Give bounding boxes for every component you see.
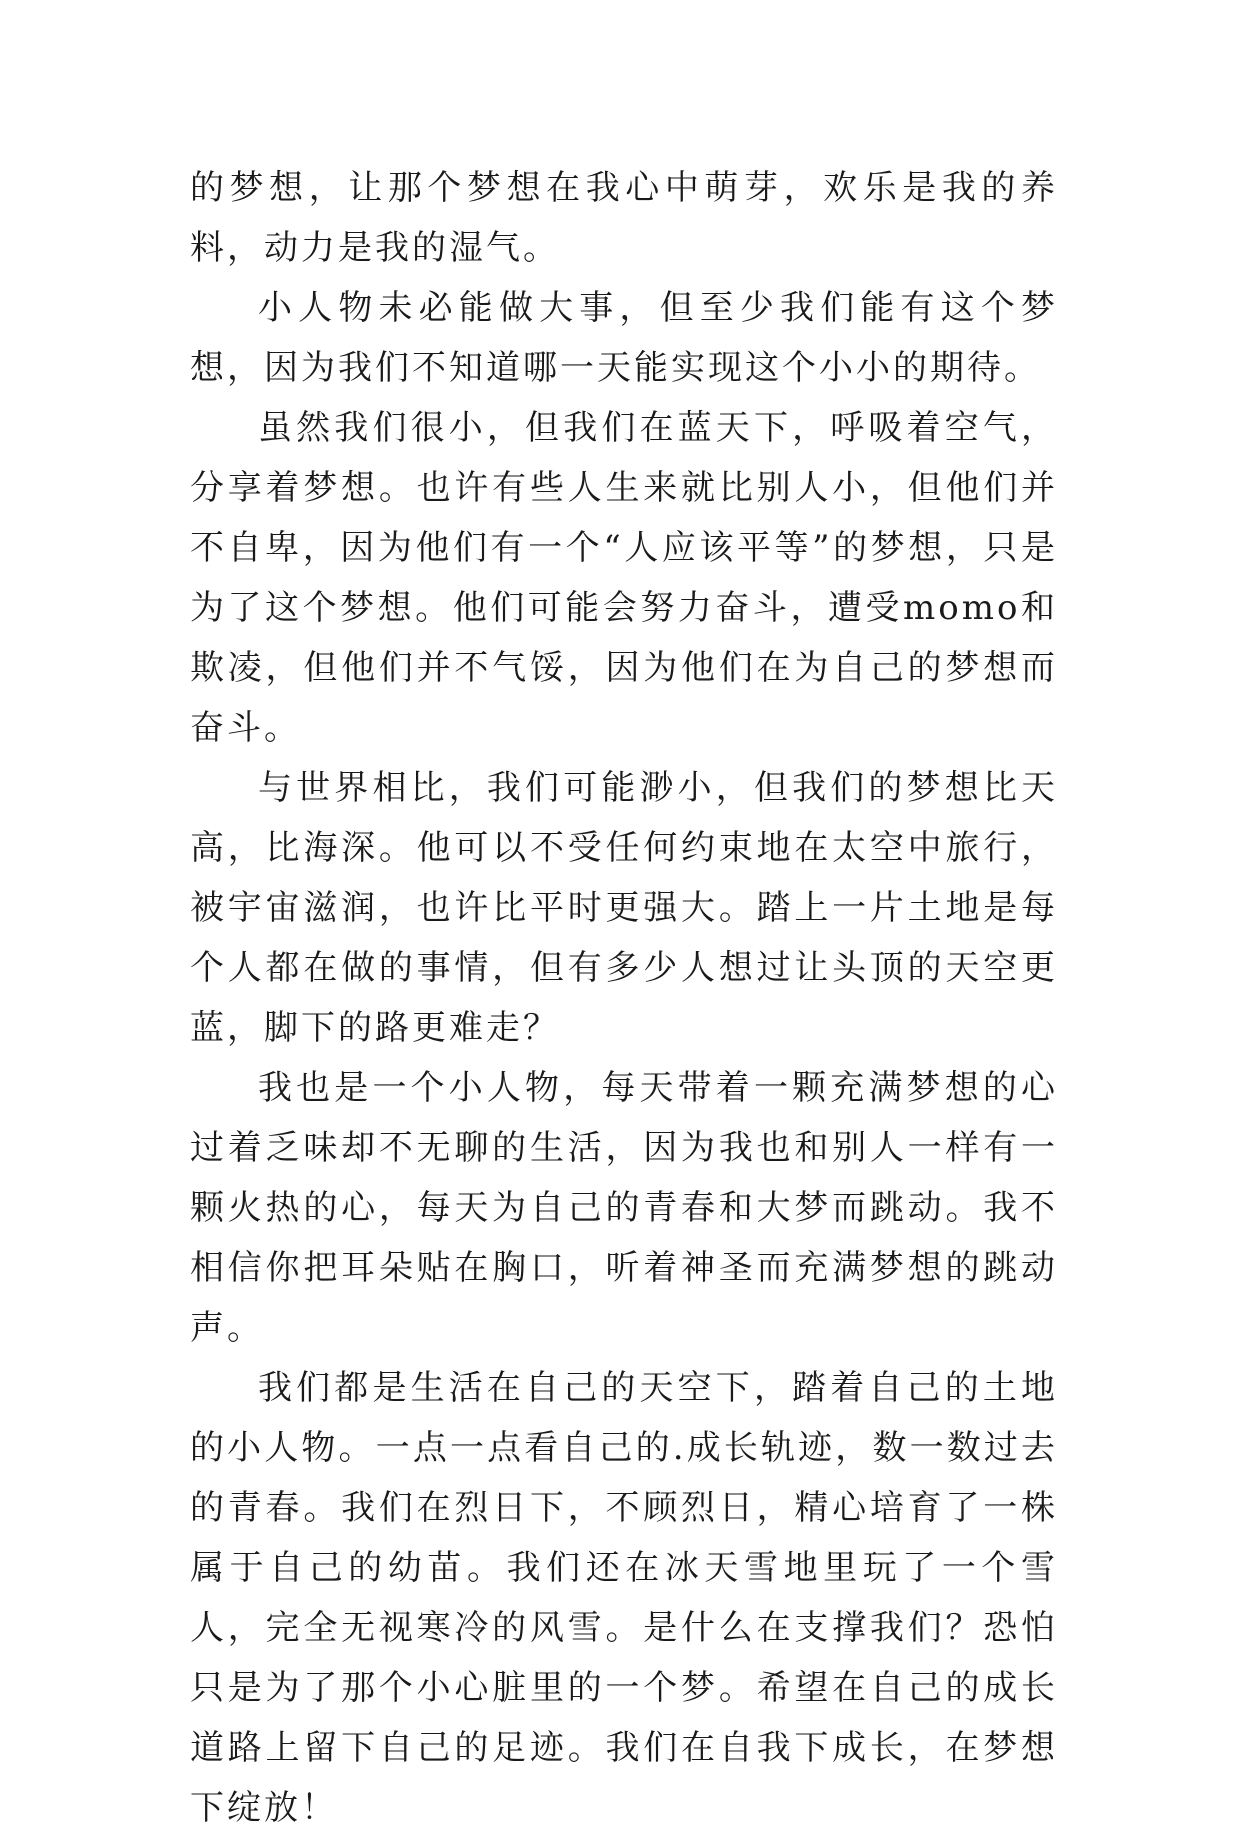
document-body [190,158,1058,1838]
paragraph-5: 我也是一个小人物，每天带着一颗充满梦想的心过着乏味却不无聊的生活，因为我也和别人一样有一颗火热的心，每天为自己的青春和大梦而跳动。我不相信你把耳朵贴在胸口，听着神圣而充满梦想的跳动声。 [190,1068,1058,1348]
paragraph-2: 小人物未必能做大事，但至少我们能有这个梦想，因为我们不知道哪一天能实现这个小小的期待。 [190,288,1058,388]
paragraph-3: 虽然我们很小，但我们在蓝天下，呼吸着空气，分享着梦想。也许有些人生来就比别人小，但他们并不自卑，因为他们有一个“人应该平等”的梦想，只是为了这个梦想。他们可能会努力奋斗，遭受momo和欺凌，但他们并不气馁，因为他们在为自己的梦想而奋斗。 [190,408,1058,748]
paragraph-4: 与世界相比，我们可能渺小，但我们的梦想比天高，比海深。他可以不受任何约束地在太空中旅行，被宇宙滋润，也许比平时更强大。踏上一片土地是每个人都在做的事情，但有多少人想过让头顶的天空更蓝，脚下的路更难走？ [190,768,1058,1048]
paragraph-1: 的梦想，让那个梦想在我心中萌芽，欢乐是我的养料，动力是我的湿气。 [190,168,1058,268]
paragraph-6: 我们都是生活在自己的天空下，踏着自己的土地的小人物。一点一点看自己的.成长轨迹，数一数过去的青春。我们在烈日下，不顾烈日，精心培育了一株属于自己的幼苗。我们还在冰天雪地里玩了一个雪人，完全无视寒冷的风雪。是什么在支撑我们？恐怕只是为了那个小心脏里的一个梦。希望在自己的成长道路上留下自己的足迹。我们在自我下成长，在梦想下绽放！ [190,1368,1058,1828]
